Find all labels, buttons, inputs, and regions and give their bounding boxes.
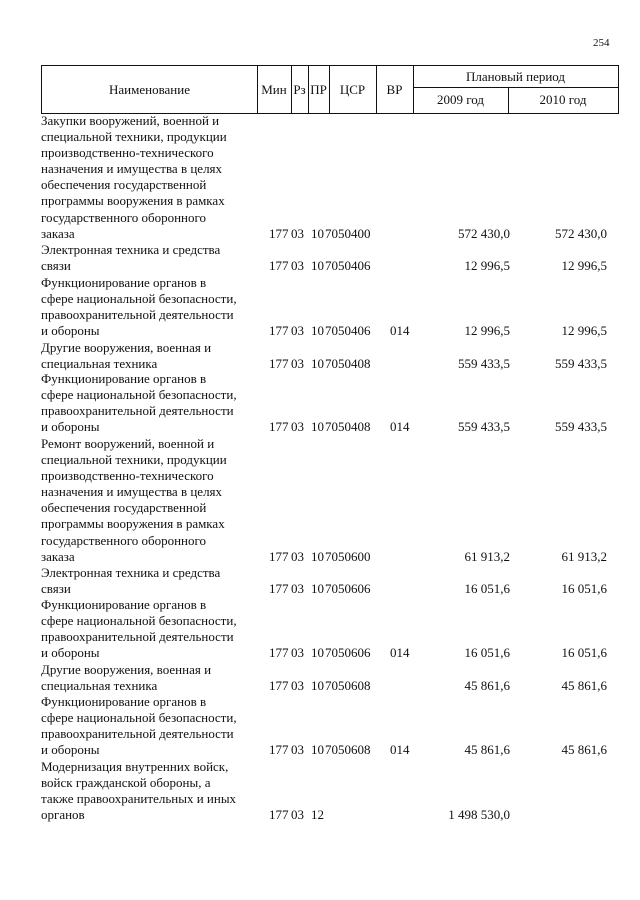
row-csr: 7050406 — [325, 258, 371, 274]
header-min: Мин — [261, 81, 287, 97]
row-name: Функционирование органов в сфере национальной безопасности, правоохранительной деятельности и обороны — [41, 371, 237, 435]
row-pr: 12 — [311, 807, 324, 823]
header-vr: ВР — [386, 81, 403, 97]
row-y2010: 572 430,0 — [555, 225, 607, 241]
row-min: 177 — [269, 225, 289, 241]
row-rz: 03 — [291, 548, 304, 564]
row-csr: 7050600 — [325, 548, 371, 564]
row-min: 177 — [269, 645, 289, 661]
row-rz: 03 — [291, 645, 304, 661]
row-pr: 10 — [311, 356, 324, 372]
row-name: Электронная техника и средства связи — [41, 242, 221, 274]
row-rz: 03 — [291, 419, 304, 435]
row-pr: 10 — [311, 323, 324, 339]
row-rz: 03 — [291, 225, 304, 241]
row-pr: 10 — [311, 678, 324, 694]
row-pr: 10 — [311, 225, 324, 241]
row-name: Ремонт вооружений, военной и специальной техники, продукции производственно-технического назначения и имущества в целях обеспечения государственной программы вооружения в рамках государственного оборонного заказа — [41, 436, 227, 564]
row-rz: 03 — [291, 742, 304, 758]
row-min: 177 — [269, 419, 289, 435]
header-2009: 2009 год — [437, 92, 484, 107]
row-y2010: 16 051,6 — [561, 645, 607, 661]
row-y2010: 45 861,6 — [561, 742, 607, 758]
row-rz: 03 — [291, 323, 304, 339]
page-number: 254 — [593, 37, 610, 49]
row-pr: 10 — [311, 581, 324, 597]
row-rz: 03 — [291, 807, 304, 823]
row-name: Другие вооружения, военная и специальная техника — [41, 340, 212, 372]
row-min: 177 — [269, 742, 289, 758]
row-csr: 7050406 — [325, 323, 371, 339]
row-y2009: 61 913,2 — [464, 548, 510, 564]
row-y2010: 16 051,6 — [561, 581, 607, 597]
row-min: 177 — [269, 548, 289, 564]
row-name: Функционирование органов в сфере национальной безопасности, правоохранительной деятельности и обороны — [41, 275, 237, 339]
row-y2009: 12 996,5 — [464, 258, 510, 274]
row-min: 177 — [269, 581, 289, 597]
row-rz: 03 — [291, 581, 304, 597]
row-csr: 7050608 — [325, 742, 371, 758]
row-vr: 014 — [390, 742, 410, 758]
row-csr: 7050408 — [325, 419, 371, 435]
header-pr: ПР — [310, 81, 327, 97]
row-pr: 10 — [311, 419, 324, 435]
header-name: Наименование — [109, 81, 190, 97]
row-y2009: 45 861,6 — [464, 742, 510, 758]
row-y2010: 45 861,6 — [561, 678, 607, 694]
row-y2009: 559 433,5 — [458, 356, 510, 372]
row-rz: 03 — [291, 678, 304, 694]
row-y2010: 559 433,5 — [555, 356, 607, 372]
row-y2010: 559 433,5 — [555, 419, 607, 435]
row-y2009: 1 498 530,0 — [448, 807, 510, 823]
row-pr: 10 — [311, 258, 324, 274]
row-name: Функционирование органов в сфере национальной безопасности, правоохранительной деятельности и обороны — [41, 694, 237, 758]
row-vr: 014 — [390, 323, 410, 339]
row-vr: 014 — [390, 419, 410, 435]
row-csr: 7050606 — [325, 645, 371, 661]
row-pr: 10 — [311, 645, 324, 661]
row-y2010: 61 913,2 — [561, 548, 607, 564]
row-rz: 03 — [291, 356, 304, 372]
row-min: 177 — [269, 258, 289, 274]
row-name: Другие вооружения, военная и специальная техника — [41, 662, 212, 694]
row-name: Закупки вооружений, военной и специальной техники, продукции производственно-технического назначения и имущества в целях обеспечения государственной программы вооружения в рамках государственного оборонного заказа — [41, 113, 227, 241]
row-min: 177 — [269, 807, 289, 823]
row-y2009: 572 430,0 — [458, 225, 510, 241]
row-csr: 7050408 — [325, 356, 371, 372]
row-min: 177 — [269, 356, 289, 372]
table-header — [41, 65, 619, 114]
row-y2009: 45 861,6 — [464, 678, 510, 694]
row-y2009: 559 433,5 — [458, 419, 510, 435]
header-csr: ЦСР — [339, 81, 366, 97]
row-name: Функционирование органов в сфере национальной безопасности, правоохранительной деятельности и обороны — [41, 597, 237, 661]
row-csr: 7050606 — [325, 581, 371, 597]
row-pr: 10 — [311, 548, 324, 564]
row-csr: 7050400 — [325, 225, 371, 241]
row-pr: 10 — [311, 742, 324, 758]
row-name: Модернизация внутренних войск, войск гражданской обороны, а также правоохранительных и иных органов — [41, 759, 237, 823]
row-y2009: 16 051,6 — [464, 581, 510, 597]
row-y2010: 12 996,5 — [561, 258, 607, 274]
row-vr: 014 — [390, 645, 410, 661]
row-name: Электронная техника и средства связи — [41, 565, 221, 597]
row-min: 177 — [269, 323, 289, 339]
header-rz: Рз — [293, 81, 306, 97]
row-csr: 7050608 — [325, 678, 371, 694]
header-2010: 2010 год — [539, 92, 587, 107]
row-rz: 03 — [291, 258, 304, 274]
header-planned-period: Плановый период — [465, 68, 566, 84]
row-y2010: 12 996,5 — [561, 323, 607, 339]
row-y2009: 12 996,5 — [464, 323, 510, 339]
row-min: 177 — [269, 678, 289, 694]
row-y2009: 16 051,6 — [464, 645, 510, 661]
